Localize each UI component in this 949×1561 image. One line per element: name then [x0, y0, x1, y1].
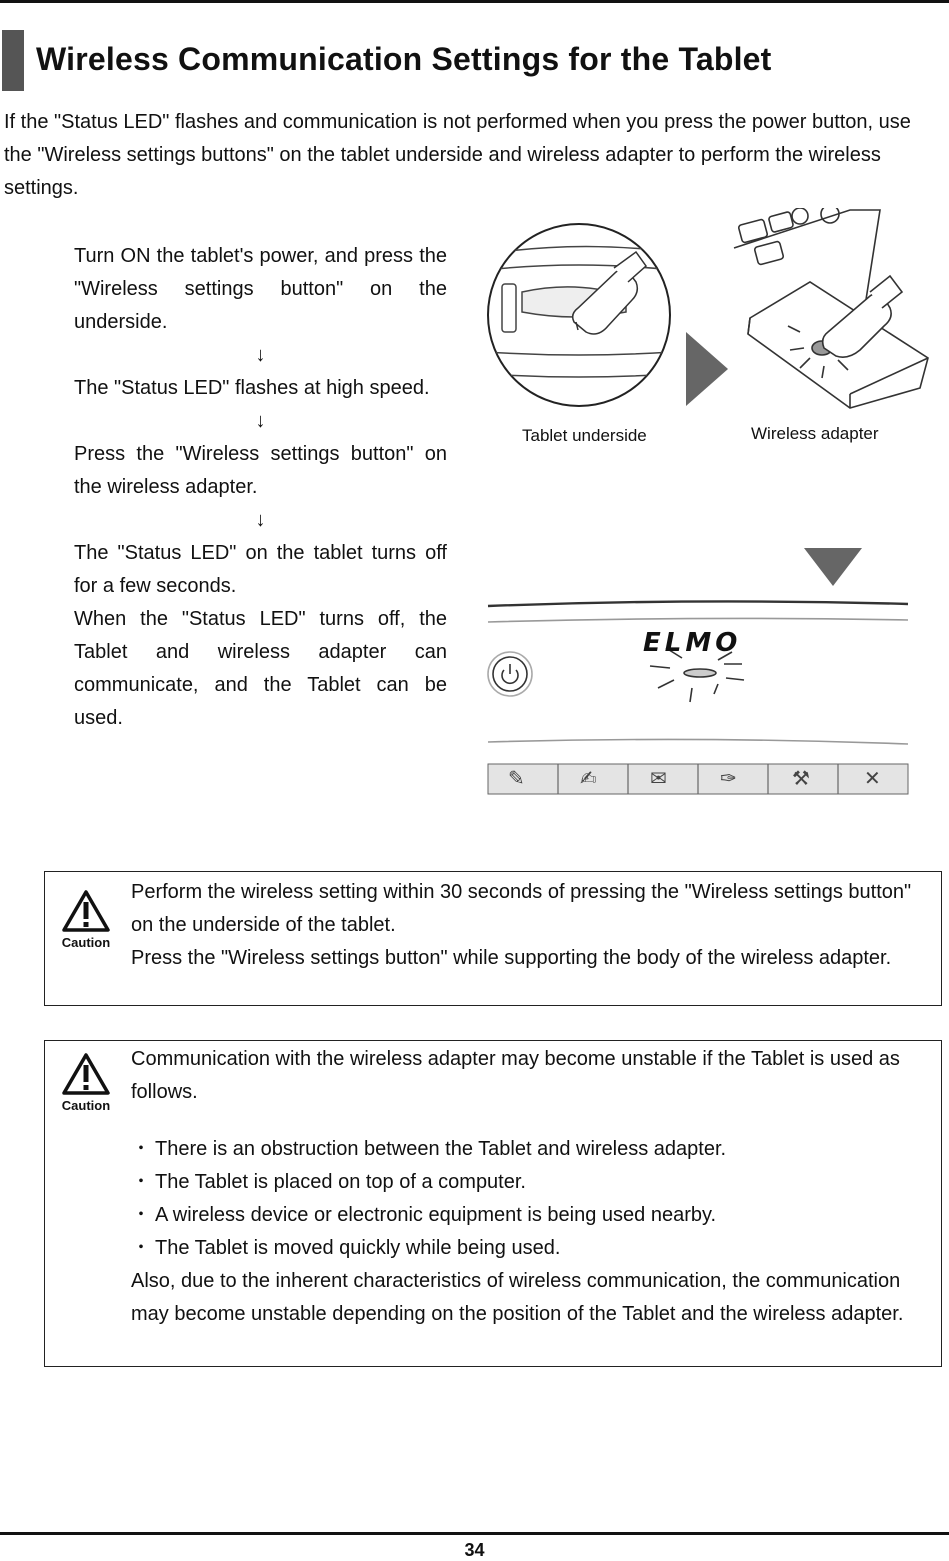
step-arrow: ↓	[255, 509, 266, 531]
list-item: ・ The Tablet is placed on top of a computer.	[131, 1171, 526, 1193]
page-title: Wireless Communication Settings for the Tablet	[36, 41, 772, 77]
elmo-logo: ELMO	[643, 628, 742, 658]
label-wireless-adapter: Wireless adapter	[751, 424, 879, 443]
caution-box-stability	[44, 1040, 942, 1367]
folder-open-icon[interactable]: ✉	[650, 768, 667, 790]
intro-paragraph: If the "Status LED" flashes and communication is not performed when you press the power button, use the "Wireless settings buttons" on the tablet underside and wireless adapter to perform the wireless settings.	[4, 111, 911, 199]
label-tablet-underside: Tablet underside	[522, 426, 647, 445]
bottom-rule	[0, 1532, 949, 1535]
caution-badge	[51, 1053, 121, 1113]
step-arrow: ↓	[255, 344, 266, 366]
tablet-underside-illustration	[486, 222, 672, 408]
edit-icon[interactable]: ✍	[580, 768, 597, 790]
list-item: ・ A wireless device or electronic equipment is being used nearby.	[131, 1204, 717, 1226]
caution-closing: Also, due to the inherent characteristics of wireless communication, the communication may become unstable depending on the position of the Tablet and the wireless adapter.	[131, 1270, 904, 1325]
step-1: Turn ON the tablet's power, and press the "Wireless settings button" on the underside.	[74, 245, 447, 333]
close-icon[interactable]: ✕	[864, 768, 881, 790]
page-number: 34	[464, 1540, 485, 1560]
warning-icon	[62, 890, 110, 932]
step-2: The "Status LED" flashes at high speed.	[74, 377, 430, 399]
caution-text: Perform the wireless setting within 30 seconds of pressing the "Wireless settings button" on the underside of the tablet.	[131, 881, 912, 936]
folder-edit-icon[interactable]: ✑	[720, 768, 737, 790]
top-rule	[0, 0, 949, 3]
wireless-adapter-illustration	[730, 208, 930, 418]
step-arrow: ↓	[255, 410, 266, 432]
caution-box-timing	[44, 871, 942, 1006]
caution-label: Caution	[61, 1098, 111, 1113]
list-item: ・ The Tablet is moved quickly while being used.	[131, 1237, 561, 1259]
next-arrow-icon	[686, 332, 728, 406]
pen-icon[interactable]: ✎	[508, 768, 525, 790]
wrench-icon[interactable]: ⚒	[792, 768, 810, 790]
heading-marker	[2, 30, 24, 91]
step-3: Press the "Wireless settings button" on the wireless adapter.	[74, 443, 447, 498]
step-4: The "Status LED" on the tablet turns off for a few seconds.	[74, 542, 447, 597]
step-5: When the "Status LED" turns off, the Tablet and wireless adapter can communicate, and the Tablet can be used.	[74, 608, 447, 729]
down-arrow-icon	[804, 548, 862, 586]
warning-icon	[62, 1053, 110, 1095]
procedure-steps	[74, 240, 447, 735]
caution-text: Press the "Wireless settings button" while supporting the body of the wireless adapter.	[131, 947, 892, 969]
caution-badge	[51, 890, 121, 950]
list-item: ・ There is an obstruction between the Tablet and wireless adapter.	[131, 1138, 727, 1160]
caution-lead: Communication with the wireless adapter may become unstable if the Tablet is used as follows.	[131, 1048, 900, 1103]
caution-label: Caution	[61, 935, 111, 950]
